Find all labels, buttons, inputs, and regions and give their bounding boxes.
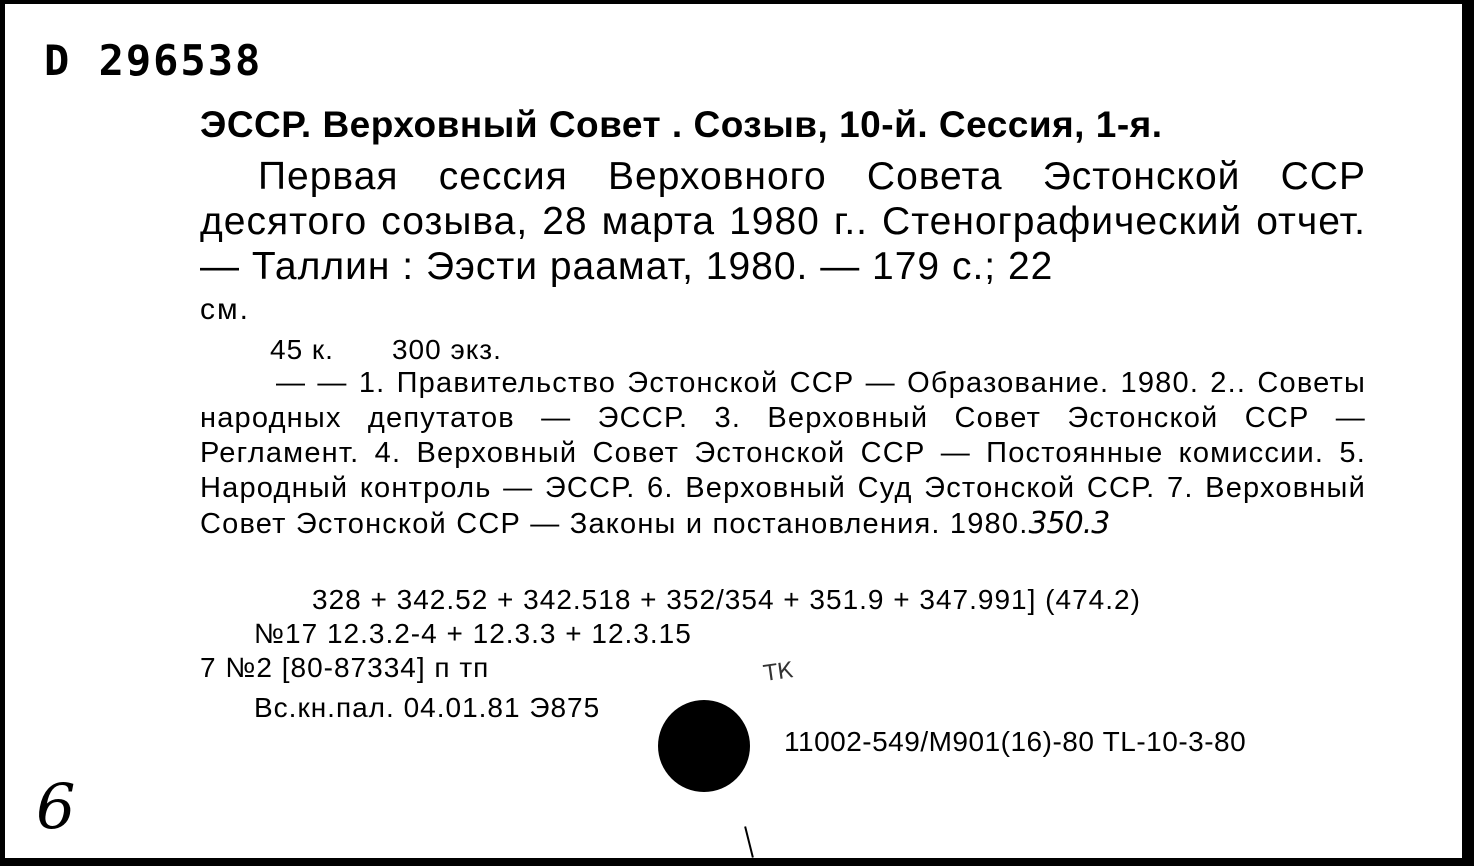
- punch-hole: [658, 700, 750, 792]
- handwritten-page-mark: 6: [36, 770, 76, 843]
- print-run: 300 экз.: [391, 334, 502, 365]
- bibliographic-description: [200, 154, 1366, 289]
- handwritten-udc: 350.3: [1028, 506, 1110, 541]
- scan-scratch: [744, 826, 754, 858]
- price: 45 к.: [270, 334, 334, 365]
- scan-border-left: [0, 0, 5, 866]
- udc-line: 328 + 342.52 + 342.518 + 352/354 + 351.9 + 347.991] (474.2): [312, 584, 1141, 615]
- subject-headings: [200, 366, 1366, 542]
- registry-line: Вс.кн.пал. 04.01.81 Э875: [254, 692, 601, 723]
- catalog-number: D 296538: [44, 36, 263, 85]
- card-heading: ЭССР. Верховный Совет . Созыв, 10-й. Сессия, 1-я.: [200, 104, 1163, 145]
- classification-line: №17 12.3.2-4 + 12.3.3 + 12.3.15: [254, 618, 692, 649]
- scan-border-top: [0, 0, 1474, 4]
- stamp-mark: ТК: [762, 658, 795, 687]
- subjects-text: — — 1. Правительство Эстонской ССР — Образование. 1980. 2.. Советы народных депутатов — ЭССР. 3. Верховный Совет Эстонской ССР — Регламент. 4. Верховный Совет Эстонской ССР — Постоянные комиссии. 5. Народный контроль — ЭССР. 6. Верховный Суд Эстонской ССР. 7. Верховный Совет Эстонской ССР — Законы и постановления. 1980.: [200, 367, 1366, 540]
- price-line: [270, 334, 502, 366]
- order-line: 7 №2 [80-87334] п тп: [200, 652, 490, 683]
- scan-border-bottom: [0, 858, 1474, 866]
- publisher-code: 11002-549/М901(16)-80 TL-10-3-80: [784, 726, 1247, 757]
- description-text: Первая сессия Верховного Совета Эстонской ССР десятого созыва, 28 марта 1980 г.. Стенографический отчет. — Таллин : Ээсти раамат, 1980. — 179 с.; 22: [200, 155, 1366, 288]
- scan-border-right: [1462, 0, 1474, 866]
- description-tail: см.: [200, 293, 250, 326]
